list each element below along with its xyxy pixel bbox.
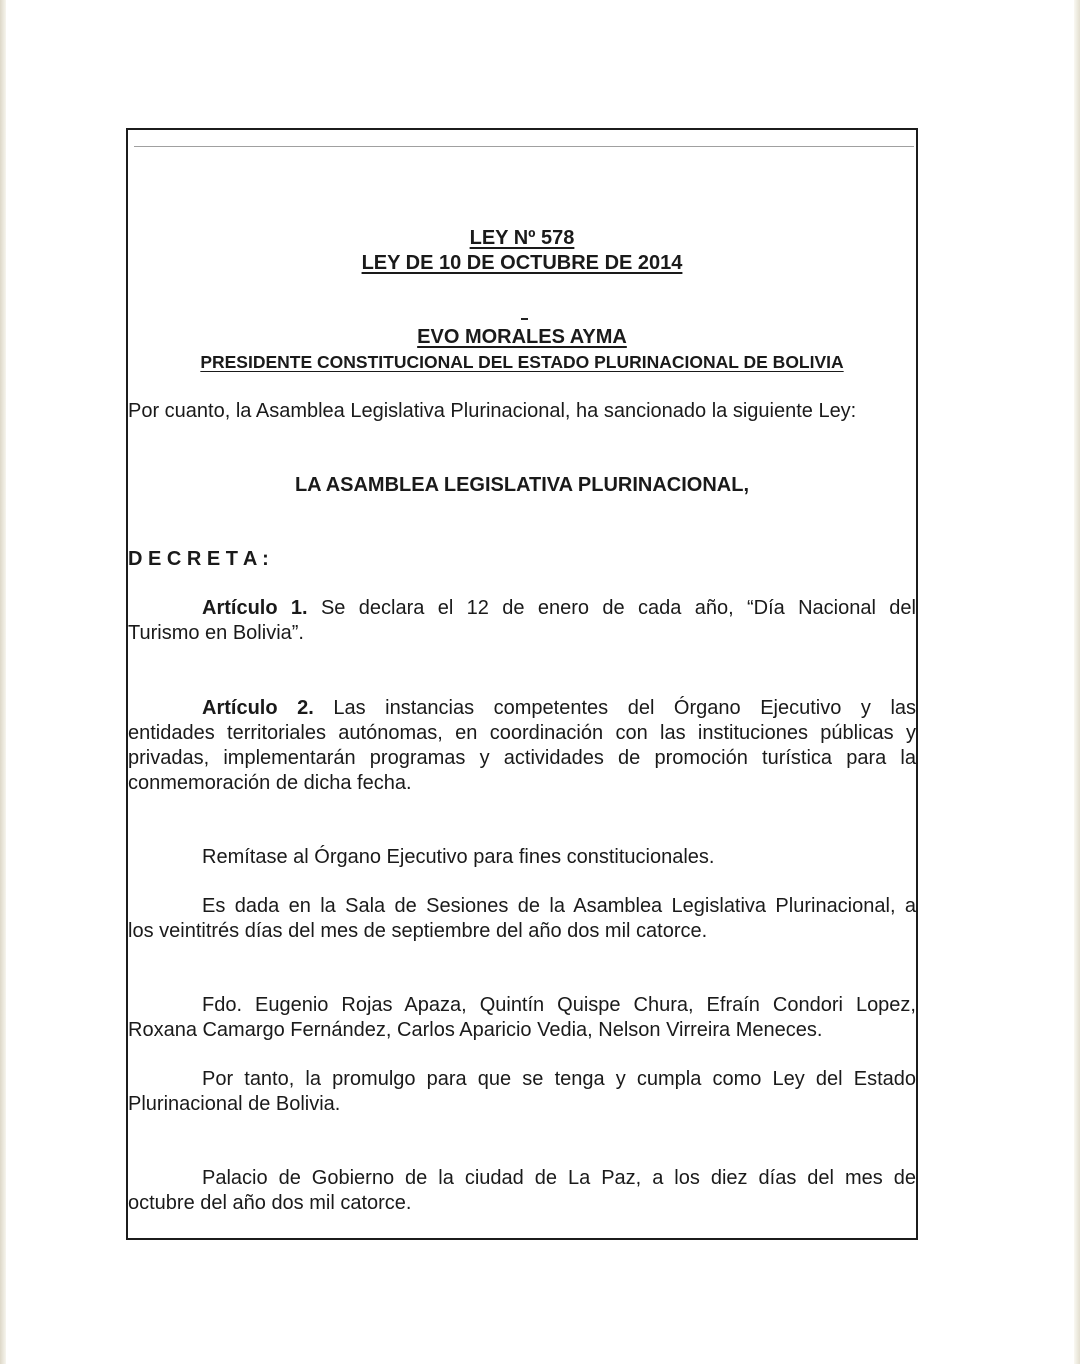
law-number: LEY Nº 578 — [469, 227, 575, 249]
article-2-line-4: conmemoración de dicha fecha. — [128, 772, 412, 794]
signatures-line-2: Roxana Camargo Fernández, Carlos Aparicio Vedia, Nelson Virreira Meneces. — [128, 1019, 823, 1041]
article-2-text: Las instancias competentes del Órgano Ejecutivo y las — [333, 697, 917, 719]
signatures-line-1: Fdo. Eugenio Rojas Apaza, Quintín Quispe Chura, Efraín Condori Lopez, — [202, 994, 916, 1016]
page-edge-right — [1074, 0, 1080, 1364]
preamble-text: Por cuanto, la Asamblea Legislativa Plurinacional, ha sancionado la siguiente Ley: — [128, 400, 857, 422]
article-2-line-1 — [128, 696, 916, 721]
promulgation-paragraph — [128, 1067, 916, 1117]
small-dash-mark — [521, 318, 528, 320]
article-1-text: Se declara el 12 de enero de cada año, “Día Nacional del — [320, 597, 916, 619]
signatures-paragraph — [128, 993, 916, 1043]
dada-line-2: los veintitrés días del mes de septiembre del año dos mil catorce. — [128, 920, 708, 942]
article-1-line-2: Turismo en Bolivia”. — [128, 622, 304, 644]
article-2-line-2: entidades territoriales autónomas, en coordinación con las instituciones públicas y — [128, 722, 916, 744]
article-1 — [128, 596, 916, 646]
promulgation-line-2: Plurinacional de Bolivia. — [128, 1093, 341, 1115]
president-title: PRESIDENTE CONSTITUCIONAL DEL ESTADO PLURINACIONAL DE BOLIVIA — [200, 352, 844, 372]
dada-line-1: Es dada en la Sala de Sesiones de la Asamblea Legislativa Plurinacional, a — [202, 895, 916, 917]
promulgation-line-1: Por tanto, la promulgo para que se tenga y cumpla como Ley del Estado — [202, 1068, 916, 1090]
dada-paragraph — [128, 894, 916, 944]
article-2-line-3: privadas, implementarán programas y actividades de promoción turística para la — [128, 747, 916, 769]
palace-line-1: Palacio de Gobierno de la ciudad de La Paz, a los diez días del mes de — [202, 1167, 916, 1189]
president-name: EVO MORALES AYMA — [417, 326, 627, 348]
article-2-label: Artículo 2. — [202, 697, 314, 719]
page-edge-left — [0, 0, 6, 1364]
law-date: LEY DE 10 DE OCTUBRE DE 2014 — [361, 252, 683, 274]
palace-paragraph — [128, 1166, 916, 1216]
article-2 — [128, 696, 916, 796]
decreta-heading: D E C R E T A : — [128, 548, 269, 570]
top-divider — [134, 146, 914, 147]
remitase-text: Remítase al Órgano Ejecutivo para fines constitucionales. — [202, 846, 715, 868]
article-1-line-1 — [128, 596, 916, 621]
palace-line-2: octubre del año dos mil catorce. — [128, 1192, 412, 1214]
assembly-heading: LA ASAMBLEA LEGISLATIVA PLURINACIONAL, — [294, 474, 750, 496]
article-1-label: Artículo 1. — [202, 597, 308, 619]
